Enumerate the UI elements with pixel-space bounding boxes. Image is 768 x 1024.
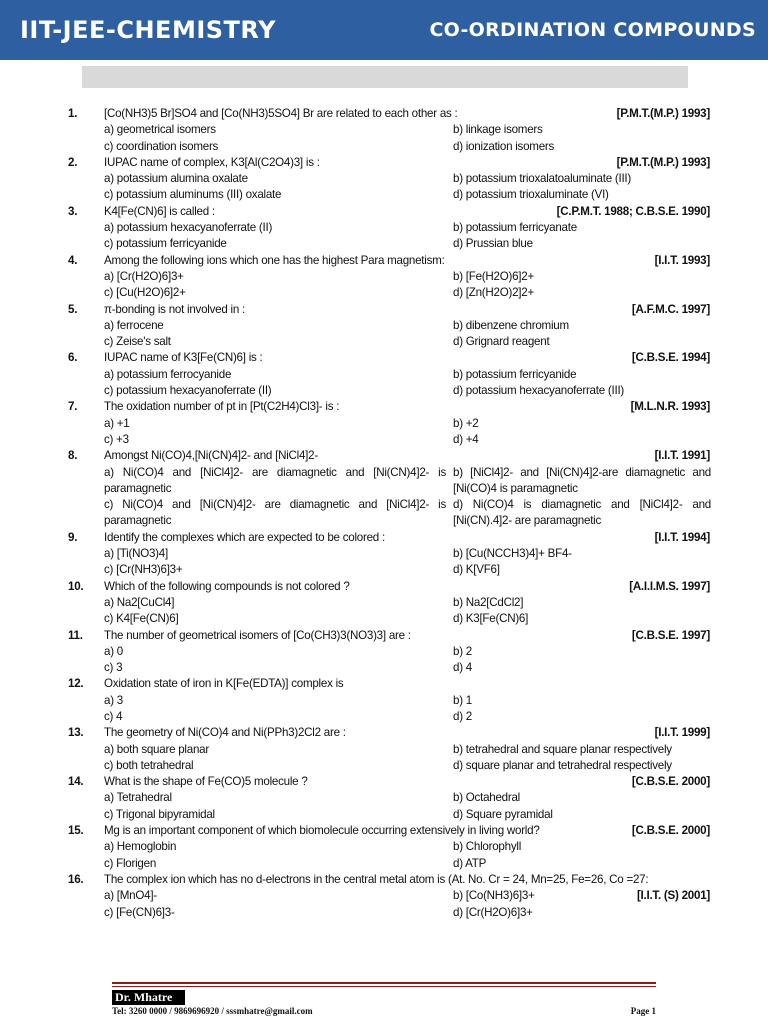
exam-source: [I.I.T. 1994] <box>654 530 710 544</box>
option-left: a) Tetrahedral <box>104 791 172 805</box>
question-row <box>0 530 768 546</box>
option-row <box>0 187 768 203</box>
author-name: Dr. Mhatre <box>112 990 185 1005</box>
page-number: Page 1 <box>630 1006 656 1016</box>
question-number: 11. <box>68 628 83 642</box>
option-left: c) Ni(CO)4 and [Ni(CN)4]2- are diamagnetic and [NiCl4]2- is paramagnetic <box>104 498 446 528</box>
option-row <box>0 546 768 562</box>
option-left: c) 4 <box>104 709 123 723</box>
option-left: c) Trigonal bipyramidal <box>104 807 215 821</box>
option-row <box>0 758 768 774</box>
exam-source: [A.F.M.C. 1997] <box>631 302 710 316</box>
option-right: b) potassium ferricyanide <box>453 367 577 381</box>
option-right: d) Square pyramidal <box>453 807 553 821</box>
question-number: 14. <box>68 775 84 789</box>
option-right: b) Octahedral <box>453 791 520 805</box>
option-right: b) potassium ferricyanate <box>453 221 577 235</box>
option-row <box>0 888 768 904</box>
option-left: a) Hemoglobin <box>104 840 177 854</box>
option-left: a) Ni(CO)4 and [NiCl4]2- are diamagnetic and [Ni(CN)4]2- is paramagnetic <box>104 465 446 495</box>
question-number: 8. <box>68 449 78 463</box>
option-right: b) 2 <box>453 644 472 658</box>
question-row <box>0 676 768 692</box>
title-bar <box>82 66 688 88</box>
footer-rule <box>112 982 656 984</box>
question-number: 2. <box>68 155 78 169</box>
exam-source: [P.M.T.(M.P.) 1993] <box>616 107 710 120</box>
question-row <box>0 823 768 839</box>
option-right: d) +4 <box>453 432 479 446</box>
question-number: 6. <box>68 351 78 365</box>
question-list <box>0 106 768 921</box>
question-number: 13. <box>68 726 84 740</box>
question-number: 5. <box>68 302 78 316</box>
option-left: a) [MnO4]- <box>104 889 157 903</box>
question-text: IUPAC name of K3[Fe(CN)6] is : <box>104 351 263 365</box>
option-row <box>0 742 768 758</box>
question-text: The number of geometrical isomers of [Co(CH3)3(NO3)3] are : <box>104 628 411 642</box>
option-left: a) ferrocene <box>104 318 164 332</box>
option-row <box>0 416 768 432</box>
option-left: c) potassium hexacyanoferrate (II) <box>104 384 272 398</box>
question-row <box>0 204 768 220</box>
exam-source: [M.L.N.R. 1993] <box>630 400 710 414</box>
question-text: Amongst Ni(CO)4,[Ni(CN)4]2- and [NiCl4]2- <box>104 449 318 463</box>
option-left: a) both square planar <box>104 742 209 756</box>
option-right: d) potassium hexacyanoferrate (III) <box>453 384 625 398</box>
option-left: c) K4[Fe(CN)6] <box>104 612 179 626</box>
question-number: 10. <box>68 579 84 593</box>
exam-source: [C.B.S.E. 2000] <box>631 775 710 789</box>
option-left: c) [Fe(CN)6]3- <box>104 905 175 919</box>
question-row <box>0 302 768 318</box>
question-text: The oxidation number of pt in [Pt(C2H4)Cl3]- is : <box>104 400 340 414</box>
question-row <box>0 628 768 644</box>
contact-info: Tel: 3260 0000 / 9869696920 / sssmhatre@gmail.com <box>112 1006 313 1016</box>
option-left: c) +3 <box>104 432 129 446</box>
question-number: 7. <box>68 400 78 414</box>
question-number: 15. <box>68 824 84 838</box>
option-row <box>0 839 768 855</box>
option-row <box>0 905 768 921</box>
question-row <box>0 872 768 888</box>
question-text: Which of the following compounds is not colored ? <box>104 579 350 593</box>
option-right: b) [Cu(NCCH3)4]+ BF4- <box>453 547 572 561</box>
question-text: IUPAC name of complex, K3[Al(C2O4)3] is : <box>104 155 320 169</box>
option-row <box>0 334 768 350</box>
exam-source: [C.P.M.T. 1988; C.B.S.E. 1990] <box>556 204 710 218</box>
chapter-title: CO-ORDINATION COMPOUNDS <box>429 19 756 41</box>
option-left: a) [Cr(H2O)6]3+ <box>104 269 184 283</box>
question-text: Oxidation state of iron in K[Fe(EDTA)] complex is <box>104 677 344 691</box>
exam-source: [I.I.T. (S) 2001] <box>636 889 710 903</box>
option-row <box>0 269 768 285</box>
question-row <box>0 725 768 741</box>
option-left: a) potassium alumina oxalate <box>104 172 248 186</box>
option-row <box>0 660 768 676</box>
option-row <box>0 693 768 709</box>
question-row <box>0 155 768 171</box>
option-row <box>0 709 768 725</box>
question-number: 9. <box>68 530 78 544</box>
option-right: d) [Cr(H2O)6]3+ <box>453 905 533 919</box>
question-row <box>0 579 768 595</box>
option-row <box>0 318 768 334</box>
option-right: b) 1 <box>453 693 472 707</box>
exam-source: [I.I.T. 1993] <box>654 253 710 267</box>
option-row <box>0 236 768 252</box>
question-text: π-bonding is not involved in : <box>104 302 245 316</box>
question-number: 12. <box>68 677 84 691</box>
exam-source: [P.M.T.(M.P.) 1993] <box>616 155 710 169</box>
option-left: c) Florigen <box>104 856 157 870</box>
page-header <box>0 0 768 60</box>
question-row <box>0 106 768 122</box>
option-right: b) +2 <box>453 416 479 430</box>
question-text: Mg is an important component of which biomolecule occurring extensively in living world? <box>104 824 540 838</box>
question-text: What is the shape of Fe(CO)5 molecule ? <box>104 775 308 789</box>
option-left: a) +1 <box>104 416 130 430</box>
question-number: 1. <box>68 107 78 120</box>
exam-source: [C.B.S.E. 2000] <box>631 824 710 838</box>
option-right: b) dibenzene chromium <box>453 318 569 332</box>
option-left: a) potassium hexacyanoferrate (II) <box>104 221 273 235</box>
question-text: K4[Fe(CN)6] is called : <box>104 204 215 218</box>
option-right: d) Ni(CO)4 is diamagnetic and [NiCl4]2- and [Ni(CN).4]2- are paramagnetic <box>453 498 711 528</box>
exam-source: [C.B.S.E. 1994] <box>631 351 710 365</box>
option-right: b) [NiCl4]2- and [Ni(CN)4]2-are diamagnetic and [Ni(CO)4 is paramagnetic <box>453 465 711 495</box>
option-row <box>0 611 768 627</box>
option-right: b) Na2[CdCl2] <box>453 595 524 609</box>
footer-rule-thin <box>112 986 656 987</box>
option-left: a) 0 <box>104 644 123 658</box>
option-right: d) K3[Fe(CN)6] <box>453 612 529 626</box>
option-right: b) Chlorophyll <box>453 840 522 854</box>
option-right: d) 4 <box>453 661 472 675</box>
option-row <box>0 383 768 399</box>
exam-source: [I.I.T. 1999] <box>654 726 710 740</box>
question-text: Identify the complexes which are expected to be colored : <box>104 530 385 544</box>
question-row <box>0 448 768 464</box>
option-row <box>0 595 768 611</box>
option-right: b) tetrahedral and square planar respectively <box>453 742 672 756</box>
exam-source: [A.I.I.M.S. 1997] <box>629 579 710 593</box>
option-right: d) square planar and tetrahedral respectively <box>453 758 672 772</box>
option-row <box>0 497 768 530</box>
question-row <box>0 399 768 415</box>
option-row <box>0 367 768 383</box>
option-right: b) potassium trioxalatoaluminate (III) <box>453 172 632 186</box>
option-row <box>0 856 768 872</box>
option-left: a) geometrical isomers <box>104 123 216 137</box>
option-row <box>0 122 768 138</box>
option-left: c) Zeise's salt <box>104 335 171 349</box>
question-number: 16. <box>68 872 84 886</box>
option-right: d) potassium trioxaluminate (VI) <box>453 188 609 202</box>
exam-source: [I.I.T. 1991] <box>654 449 710 463</box>
question-row <box>0 253 768 269</box>
option-left: a) potassium ferrocyanide <box>104 367 232 381</box>
question-text: The complex ion which has no d-electrons in the central metal atom is (At. No. Cr = 24, Mn=25, Fe=26, Co =27: <box>104 872 649 886</box>
option-row <box>0 807 768 823</box>
option-row <box>0 220 768 236</box>
option-left: a) [Ti(NO3)4] <box>104 547 168 561</box>
option-left: c) 3 <box>104 661 123 675</box>
question-number: 3. <box>68 204 78 218</box>
option-left: a) Na2[CuCl4] <box>104 595 175 609</box>
option-left: a) 3 <box>104 693 123 707</box>
question-number: 4. <box>68 253 78 267</box>
option-right: d) [Zn(H2O)2]2+ <box>453 286 534 300</box>
option-right: b) [Co(NH3)6]3+ <box>453 889 535 903</box>
option-row <box>0 285 768 301</box>
option-right: d) Grignard reagent <box>453 335 550 349</box>
option-row <box>0 644 768 660</box>
option-left: c) [Cr(NH3)6]3+ <box>104 563 183 577</box>
option-row <box>0 139 768 155</box>
option-row <box>0 562 768 578</box>
option-row <box>0 171 768 187</box>
option-left: c) [Cu(H2O)6]2+ <box>104 286 186 300</box>
option-right: d) ATP <box>453 856 487 870</box>
question-text: [Co(NH3)5 Br]SO4 and [Co(NH3)5SO4] Br are related to each other as : <box>104 107 458 120</box>
option-right: d) K[VF6] <box>453 563 500 577</box>
exam-source: [C.B.S.E. 1997] <box>631 628 710 642</box>
option-left: c) coordination isomers <box>104 139 219 153</box>
option-left: c) potassium aluminums (III) oxalate <box>104 188 282 202</box>
option-row <box>0 432 768 448</box>
option-right: d) Prussian blue <box>453 237 533 251</box>
subject-title: IIT-JEE-CHEMISTRY <box>20 16 276 44</box>
option-left: c) both tetrahedral <box>104 758 194 772</box>
question-row <box>0 774 768 790</box>
option-row <box>0 465 768 498</box>
question-text: The geometry of Ni(CO)4 and Ni(PPh3)2Cl2 are : <box>104 726 346 740</box>
option-right: b) [Fe(H2O)6]2+ <box>453 269 534 283</box>
option-right: b) linkage isomers <box>453 123 543 137</box>
option-right: d) 2 <box>453 709 472 723</box>
question-row <box>0 350 768 366</box>
option-left: c) potassium ferricyanide <box>104 237 227 251</box>
option-right: d) ionization isomers <box>453 139 555 153</box>
option-row <box>0 790 768 806</box>
question-text: Among the following ions which one has the highest Para magnetism: <box>104 253 445 267</box>
